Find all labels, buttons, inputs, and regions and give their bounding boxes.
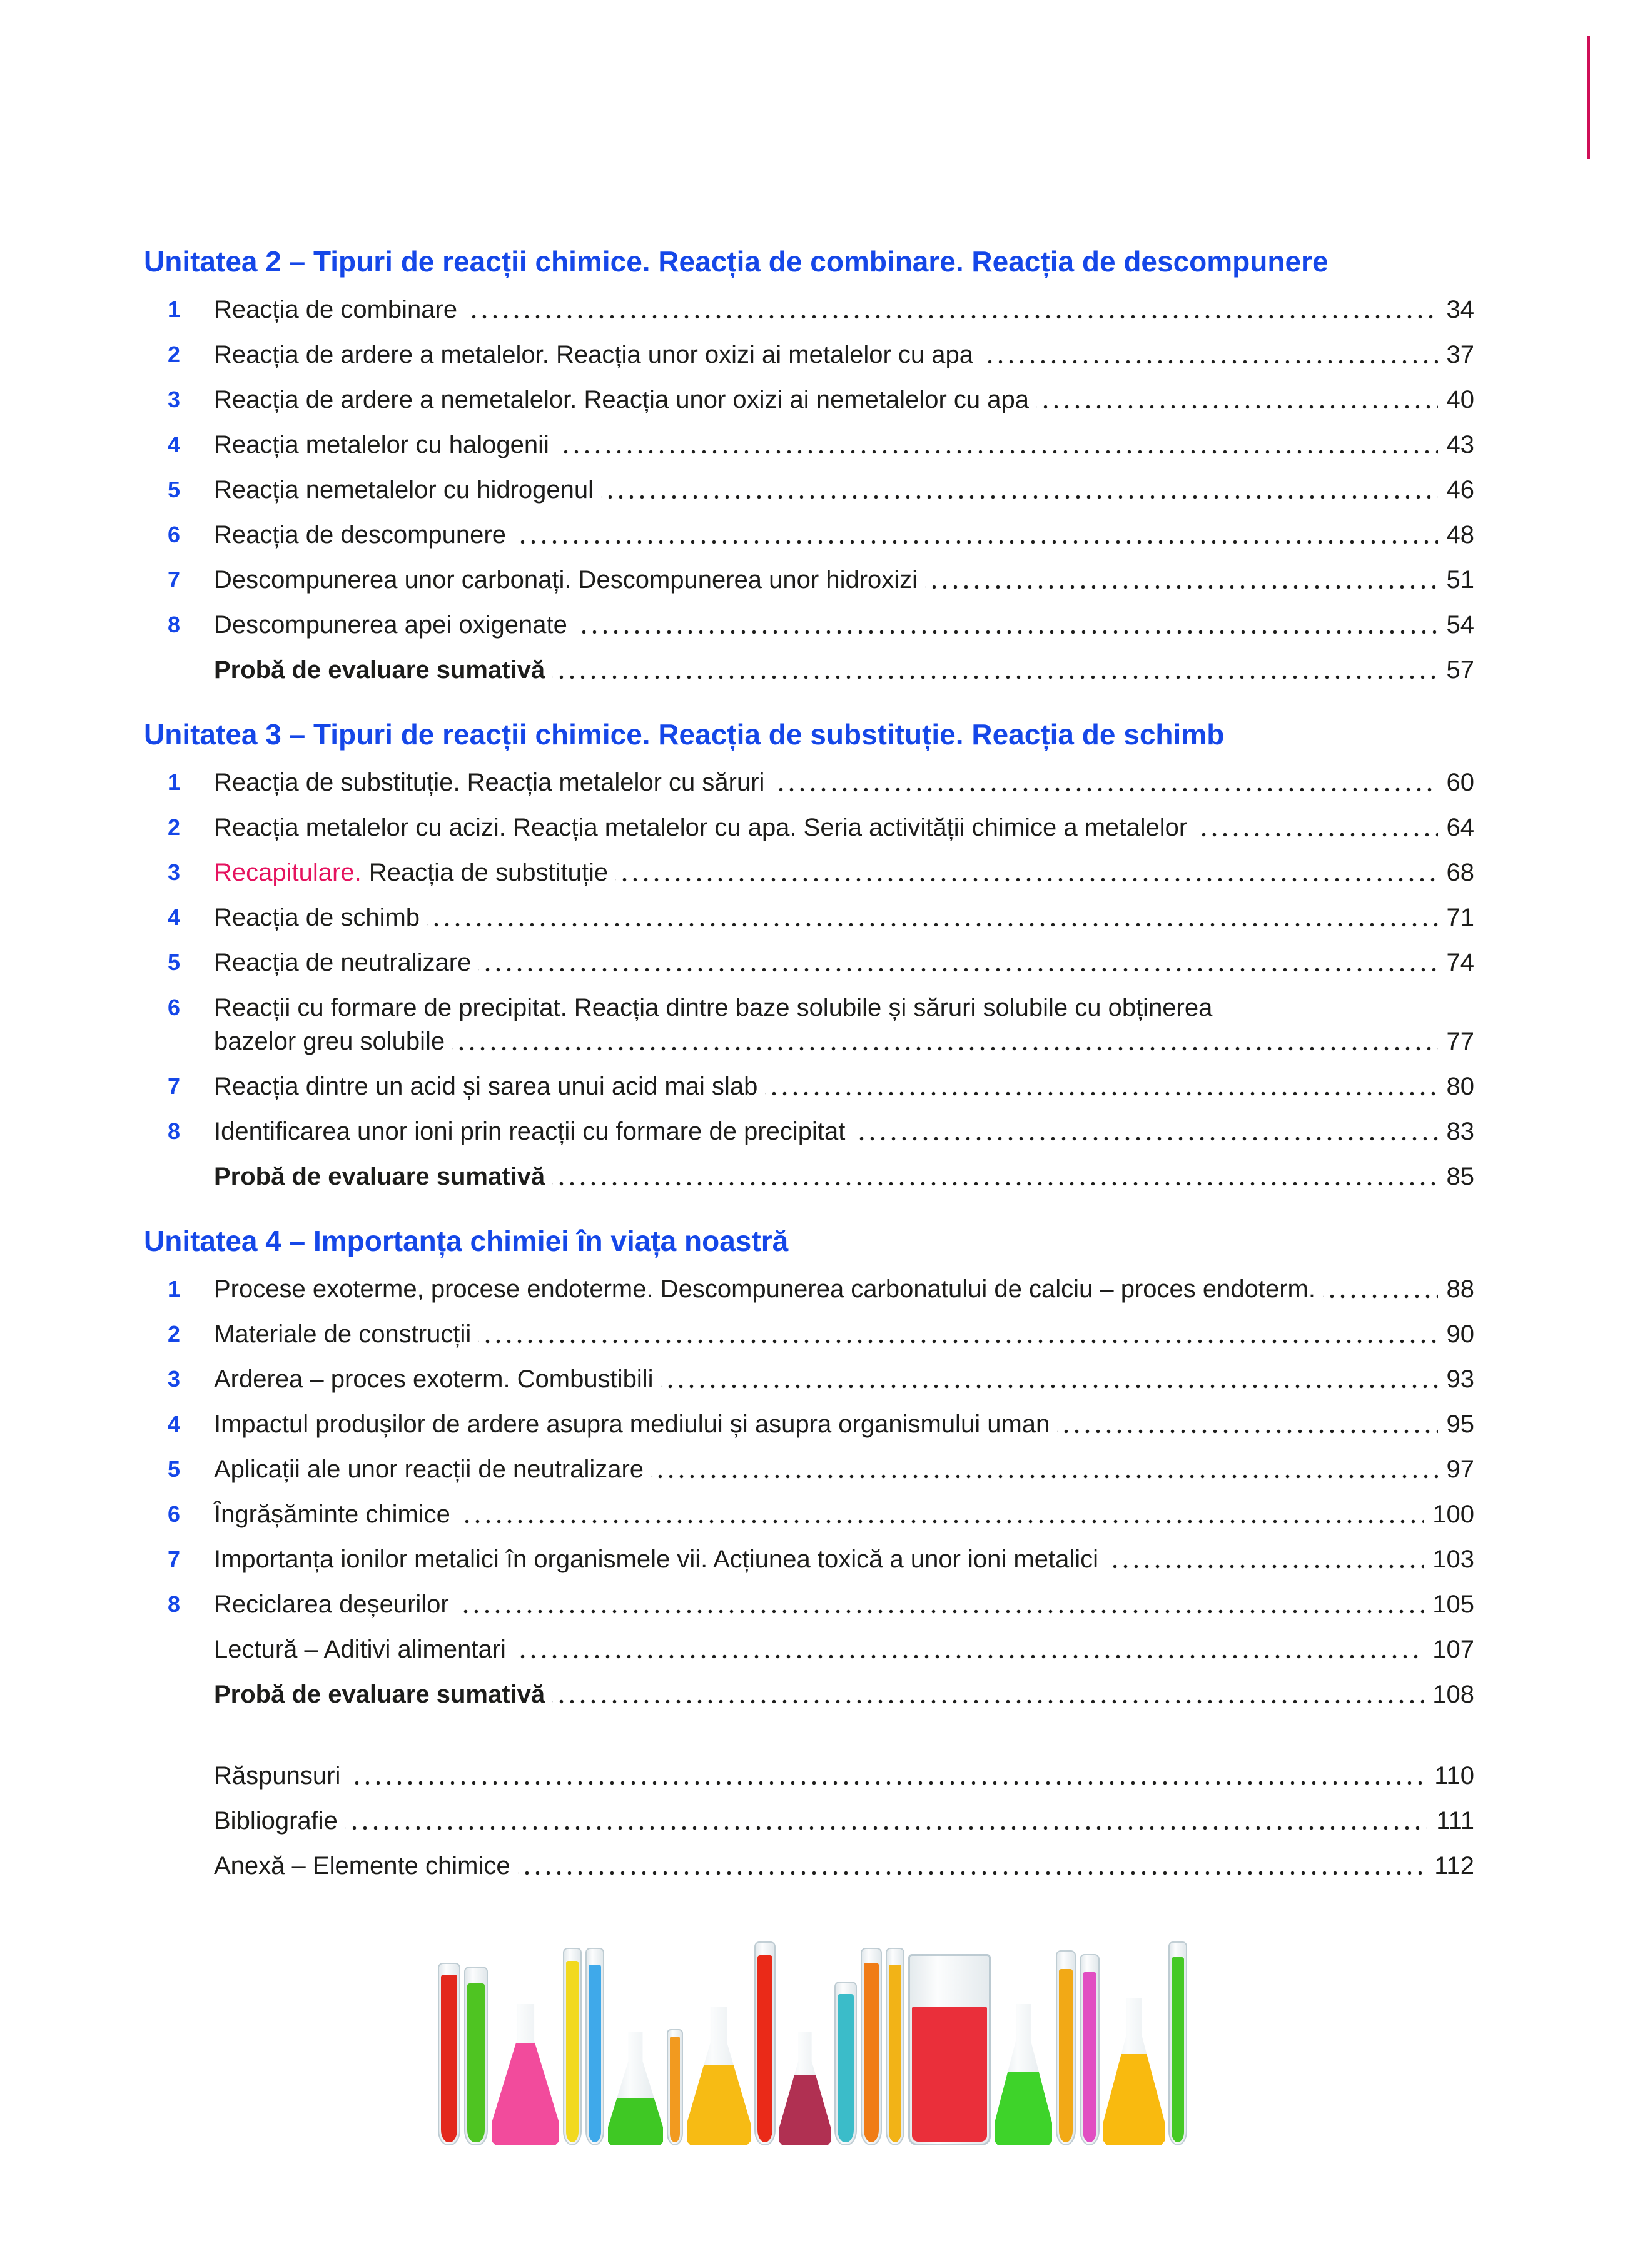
toc-entry-number: 6 [168, 995, 181, 1020]
toc-entry-number: 1 [168, 1276, 181, 1302]
toc-entry-page: 108 [1432, 1681, 1474, 1708]
toc-entry-number: 3 [168, 1366, 181, 1392]
liquid-fill [779, 2075, 831, 2145]
dot-leader [557, 449, 1438, 455]
toc-entry-title: Răspunsuri [214, 1762, 341, 1790]
dot-leader [1036, 404, 1438, 410]
erlenmeyer-flask-icon [608, 2032, 663, 2145]
toc-entry-page: 51 [1446, 566, 1474, 594]
toc-entry-title: Probă de evaluare sumativă [214, 1681, 545, 1708]
liquid-fill [589, 1965, 601, 2142]
toc-entry [144, 948, 1474, 977]
toc-entry-number: 4 [168, 1411, 181, 1437]
toc-entry-number: 5 [168, 1456, 181, 1482]
toc-entry [144, 813, 1474, 842]
toc-entry-title: Anexă – Elemente chimice [214, 1852, 510, 1880]
toc-entry-title: Reacția de ardere a nemetalelor. Reacția unor oxizi ai nemetalelor cu apa [214, 386, 1029, 413]
toc-entry-title: Reacția de schimb [214, 904, 420, 931]
toc-entry-page: 105 [1432, 1591, 1474, 1618]
toc [144, 244, 1474, 1896]
liquid-fill [441, 1975, 457, 2142]
toc-entry-page: 60 [1446, 769, 1474, 796]
dot-leader [552, 1699, 1424, 1704]
toc-entry-title: Reacția de descompunere [214, 521, 506, 549]
toc-section [144, 244, 1474, 684]
toc-entry [144, 1410, 1474, 1439]
toc-entry-title-text: Reacția de substituție [368, 859, 609, 886]
toc-entry-title: Lectură – Aditivi alimentari [214, 1636, 506, 1663]
toc-entry-title: Identificarea unor ioni prin reacții cu formare de precipitat [214, 1118, 846, 1145]
toc-entry [144, 656, 1474, 684]
toc-entry [144, 1761, 1474, 1790]
liquid-fill [670, 2037, 680, 2142]
toc-entry-title [214, 858, 608, 887]
liquid-fill [492, 2043, 559, 2145]
toc-entry [144, 610, 1474, 639]
dot-leader [457, 1609, 1424, 1614]
toc-entry [144, 1851, 1474, 1880]
toc-entry [144, 565, 1474, 594]
toc-entry-title: Îngrășăminte chimice [214, 1501, 450, 1528]
toc-entry-title: Aplicații ale unor reacții de neutralizare [214, 1455, 644, 1483]
toc-entry-page: 46 [1446, 476, 1474, 504]
erlenmeyer-flask-icon [995, 2004, 1052, 2145]
test-tube-icon [667, 2029, 683, 2145]
test-tube-icon [563, 1948, 582, 2145]
toc-entry-number: 1 [168, 296, 181, 322]
toc-entry [144, 385, 1474, 414]
dot-leader [853, 1136, 1437, 1142]
test-tube-icon [834, 1982, 857, 2145]
toc-entry-number: 2 [168, 342, 181, 367]
toc-entry-title: Reacția nemetalelor cu hidrogenul [214, 476, 594, 504]
section-title: Unitatea 2 – Tipuri de reacții chimice. Reacția de combinare. Reacția de descompunere [144, 245, 1329, 278]
toc-entry-title: Bibliografie [214, 1807, 338, 1835]
toc-entry-page: 112 [1434, 1852, 1474, 1880]
toc-entry-page: 93 [1446, 1365, 1474, 1393]
erlenmeyer-flask-icon [492, 2004, 559, 2145]
dot-leader [478, 967, 1437, 973]
erlenmeyer-flask-icon [1103, 1998, 1165, 2145]
dot-leader [518, 1870, 1426, 1876]
liquid-fill [687, 2065, 751, 2145]
toc-entry-continuation [144, 1027, 1474, 1056]
dot-leader [478, 1339, 1437, 1344]
liquid-fill [566, 1961, 579, 2142]
liquid-fill [757, 1955, 772, 2142]
toc-entry-title: Probă de evaluare sumativă [214, 1163, 545, 1190]
toc-entry-title: Reciclarea deșeurilor [214, 1591, 449, 1618]
toc-entry-page: 48 [1446, 521, 1474, 549]
toc-entry-title: Reacții cu formare de precipitat. Reacția dintre baze solubile și săruri solubile cu obținerea [214, 994, 1213, 1021]
test-tube-icon [1080, 1954, 1100, 2145]
toc-entry-page: 95 [1446, 1410, 1474, 1438]
liquid-fill [467, 1983, 485, 2142]
toc-entry-page: 100 [1432, 1501, 1474, 1528]
dot-leader [345, 1825, 1427, 1831]
liquid-fill [608, 2098, 663, 2145]
liquid-fill [1083, 1972, 1096, 2142]
toc-entry-page: 103 [1432, 1546, 1474, 1573]
test-tube-icon [754, 1941, 776, 2145]
toc-entry-title: Descompunerea unor carbonați. Descompunerea unor hidroxizi [214, 566, 918, 594]
toc-entry-number: 8 [168, 1118, 181, 1144]
erlenmeyer-flask-icon [779, 2032, 831, 2145]
liquid-fill [1172, 1957, 1184, 2142]
liquid-fill [1059, 1969, 1073, 2142]
toc-entry-title: Procese exoterme, procese endoterme. Descompunerea carbonatului de calciu – proces endoterm. [214, 1275, 1315, 1303]
toc-entry [144, 1275, 1474, 1304]
toc-entry [144, 520, 1474, 549]
toc-section [144, 1223, 1474, 1709]
dot-leader [514, 539, 1438, 545]
dot-leader [348, 1780, 1425, 1786]
toc-entry-number: 5 [168, 949, 181, 975]
toc-entry-page: 37 [1446, 341, 1474, 368]
liquid-fill [1103, 2054, 1165, 2145]
test-tube-icon [861, 1948, 882, 2145]
toc-entry-page: 80 [1446, 1073, 1474, 1100]
toc-entry [144, 1365, 1474, 1394]
toc-entry-number: 3 [168, 387, 181, 412]
toc-section [144, 717, 1474, 1191]
dot-leader [552, 1181, 1437, 1187]
toc-entry-number: 4 [168, 432, 181, 457]
toc-entry-page: 110 [1434, 1762, 1474, 1790]
toc-entry-number: 7 [168, 567, 181, 592]
toc-entry-page: 71 [1446, 904, 1474, 931]
toc-entry-title: Reacția de substituție. Reacția metalelor cu săruri [214, 769, 765, 796]
toc-entry-title: Reacția metalelor cu halogenii [214, 431, 549, 458]
dot-leader [427, 922, 1437, 928]
toc-entry [144, 1806, 1474, 1835]
dot-leader [765, 1091, 1437, 1096]
test-tube-icon [1056, 1950, 1076, 2145]
toc-entry [144, 1072, 1474, 1101]
toc-entry [144, 1455, 1474, 1484]
glassware-illustration [438, 1933, 1187, 2145]
dot-leader [615, 877, 1437, 883]
toc-entry-title: Arderea – proces exoterm. Combustibili [214, 1365, 654, 1393]
toc-entry-number: 3 [168, 859, 181, 885]
toc-entry-page: 88 [1446, 1275, 1474, 1303]
section-title: Unitatea 3 – Tipuri de reacții chimice. Reacția de substituție. Reacția de schimb [144, 718, 1225, 751]
toc-entry-number: 2 [168, 814, 181, 840]
erlenmeyer-flask-icon [687, 2007, 751, 2145]
dot-leader [465, 314, 1437, 320]
toc-entry [144, 1545, 1474, 1574]
toc-entry [144, 1162, 1474, 1191]
toc-entry [144, 1320, 1474, 1349]
toc-entry-number: 5 [168, 477, 181, 502]
test-tube-icon [585, 1948, 604, 2145]
dot-leader [514, 1654, 1424, 1659]
toc-entry [144, 475, 1474, 504]
toc-entry-page: 111 [1436, 1807, 1474, 1835]
toc-entry-number: 6 [168, 1501, 181, 1527]
toc-entry-title: bazelor greu solubile [214, 1028, 445, 1055]
toc-entry-title: Reacția metalelor cu acizi. Reacția metalelor cu apa. Seria activității chimice a metalelor [214, 814, 1188, 841]
back-matter [144, 1761, 1474, 1880]
liquid-fill [864, 1963, 879, 2142]
toc-entry-page: 85 [1446, 1163, 1474, 1190]
toc-entry-title: Reacția de neutralizare [214, 949, 472, 976]
toc-entry-number: 7 [168, 1073, 181, 1099]
beaker-icon [908, 1954, 991, 2145]
liquid-fill [912, 2007, 987, 2142]
test-tube-icon [438, 1963, 460, 2145]
dot-leader [981, 359, 1438, 365]
toc-entry-page: 68 [1446, 859, 1474, 886]
toc-entry-page: 40 [1446, 386, 1474, 413]
toc-entry-page: 54 [1446, 611, 1474, 639]
toc-entry [144, 1117, 1474, 1146]
toc-entry [144, 1500, 1474, 1529]
toc-entry [144, 1590, 1474, 1619]
toc-entry-title: Reacția de ardere a metalelor. Reacția unor oxizi ai metalelor cu apa [214, 341, 973, 368]
dot-leader [925, 584, 1437, 590]
toc-entry-page: 77 [1446, 1028, 1474, 1055]
dot-leader [1195, 832, 1437, 838]
liquid-fill [995, 2072, 1052, 2145]
test-tube-icon [886, 1948, 904, 2145]
dot-leader [1323, 1293, 1438, 1299]
toc-entry-number: 8 [168, 1591, 181, 1617]
dot-leader [458, 1519, 1424, 1524]
toc-entry [144, 295, 1474, 324]
toc-entry [144, 993, 1474, 1022]
dot-leader [772, 787, 1437, 792]
toc-entry-page: 74 [1446, 949, 1474, 976]
toc-entry-page: 83 [1446, 1118, 1474, 1145]
test-tube-icon [464, 1967, 488, 2145]
toc-entry [144, 1635, 1474, 1664]
toc-entry [144, 1680, 1474, 1709]
dot-leader [452, 1046, 1437, 1051]
toc-entry-number: 4 [168, 904, 181, 930]
toc-entry-number: 7 [168, 1546, 181, 1572]
toc-entry-page: 43 [1446, 431, 1474, 458]
accent-line [1587, 36, 1590, 159]
toc-entry-page: 107 [1432, 1636, 1474, 1663]
dot-leader [661, 1384, 1438, 1389]
liquid-fill [889, 1965, 901, 2142]
toc-entry [144, 430, 1474, 459]
dot-leader [601, 494, 1437, 500]
toc-entry [144, 858, 1474, 887]
dot-leader [1106, 1564, 1424, 1569]
toc-entry-prefix: Recapitulare. [214, 859, 362, 886]
toc-entry [144, 340, 1474, 369]
liquid-fill [838, 1994, 854, 2142]
section-title: Unitatea 4 – Importanța chimiei în viața noastră [144, 1225, 789, 1257]
toc-entry-title: Importanța ionilor metalici în organismele vii. Acțiunea toxică a unor ioni metalici [214, 1546, 1099, 1573]
toc-entry-title: Reacția dintre un acid și sarea unui acid mai slab [214, 1073, 758, 1100]
dot-leader [552, 674, 1437, 680]
toc-entry-number: 8 [168, 612, 181, 637]
toc-entry-page: 57 [1446, 656, 1474, 684]
toc-entry-number: 6 [168, 522, 181, 547]
toc-entry-number: 2 [168, 1321, 181, 1347]
toc-entry-title: Descompunerea apei oxigenate [214, 611, 567, 639]
toc-entry-title: Materiale de construcții [214, 1320, 472, 1348]
toc-entry-page: 90 [1446, 1320, 1474, 1348]
toc-entry-number: 1 [168, 769, 181, 795]
toc-entry-title: Reacția de combinare [214, 296, 458, 323]
toc-entry [144, 903, 1474, 932]
test-tube-icon [1168, 1941, 1187, 2145]
dot-leader [1057, 1429, 1437, 1434]
toc-entry [144, 768, 1474, 797]
toc-entry-page: 97 [1446, 1455, 1474, 1483]
toc-entry-page: 34 [1446, 296, 1474, 323]
toc-entry-title: Probă de evaluare sumativă [214, 656, 545, 684]
dot-leader [651, 1474, 1437, 1479]
dot-leader [575, 629, 1438, 635]
toc-entry-page: 64 [1446, 814, 1474, 841]
toc-entry-title: Impactul produșilor de ardere asupra mediului și asupra organismului uman [214, 1410, 1050, 1438]
